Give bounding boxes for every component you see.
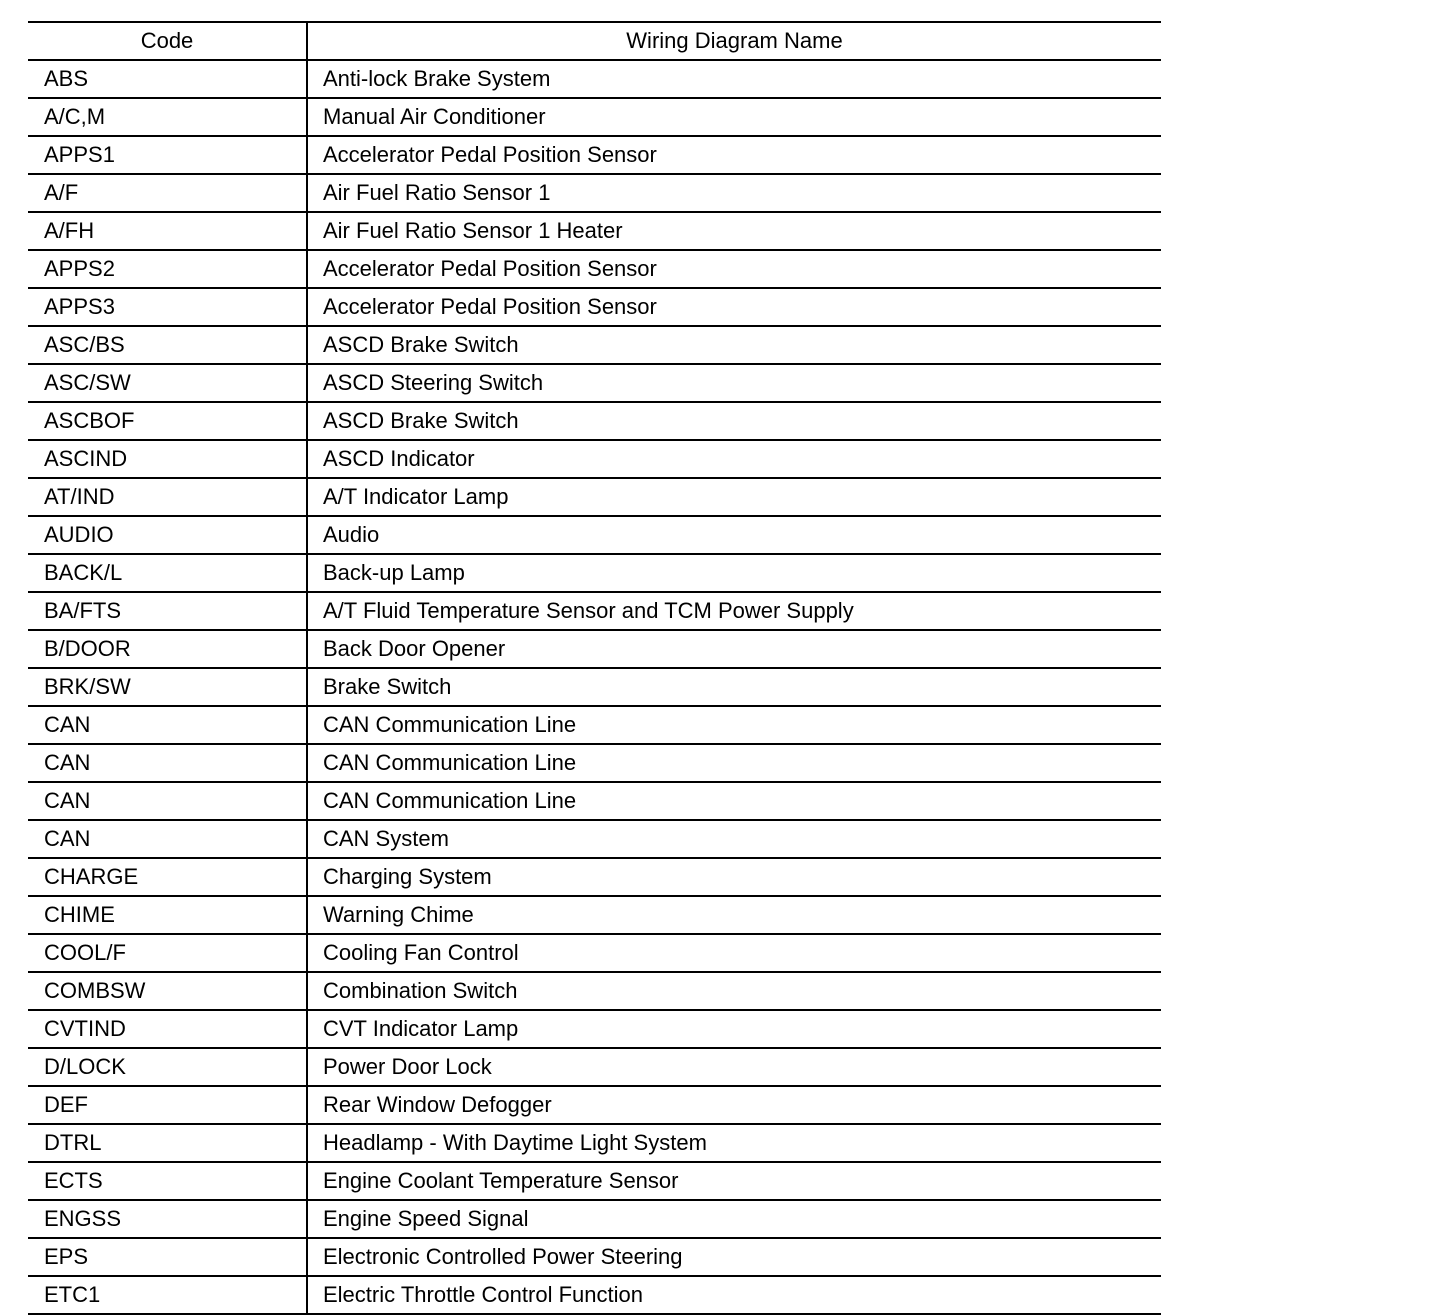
code-cell: APPS1 [28, 136, 307, 174]
wiring-diagram-name-cell: Audio [307, 516, 1161, 554]
wiring-diagram-name-cell: ASCD Indicator [307, 440, 1161, 478]
table-row [28, 1162, 1161, 1200]
wiring-diagram-name-cell: Manual Air Conditioner [307, 98, 1161, 136]
table-row [28, 1238, 1161, 1276]
code-cell: CAN [28, 744, 307, 782]
table-row [28, 630, 1161, 668]
wiring-diagram-name-cell: CAN Communication Line [307, 706, 1161, 744]
wiring-diagram-name-cell: Engine Coolant Temperature Sensor [307, 1162, 1161, 1200]
code-cell: A/FH [28, 212, 307, 250]
code-cell: CVTIND [28, 1010, 307, 1048]
table-row [28, 896, 1161, 934]
code-cell: AT/IND [28, 478, 307, 516]
code-cell: B/DOOR [28, 630, 307, 668]
code-column-header: Code [28, 22, 307, 60]
code-cell: EPS [28, 1238, 307, 1276]
table-row [28, 402, 1161, 440]
table-row [28, 1086, 1161, 1124]
code-cell: ABS [28, 60, 307, 98]
wiring-diagram-name-cell: Engine Speed Signal [307, 1200, 1161, 1238]
wiring-diagram-name-cell: Accelerator Pedal Position Sensor [307, 250, 1161, 288]
table-row [28, 1010, 1161, 1048]
wiring-diagram-name-cell: Accelerator Pedal Position Sensor [307, 136, 1161, 174]
table-row [28, 1276, 1161, 1314]
wiring-diagram-name-cell: Cooling Fan Control [307, 934, 1161, 972]
wiring-diagram-name-cell: ASCD Steering Switch [307, 364, 1161, 402]
table-row [28, 706, 1161, 744]
code-cell: BA/FTS [28, 592, 307, 630]
code-cell: DEF [28, 1086, 307, 1124]
table-row [28, 364, 1161, 402]
table-row [28, 174, 1161, 212]
wiring-diagram-name-cell: Electric Throttle Control Function [307, 1276, 1161, 1314]
table-body [28, 60, 1161, 1314]
code-cell: CHIME [28, 896, 307, 934]
table-row [28, 288, 1161, 326]
wiring-diagram-name-cell: Electronic Controlled Power Steering [307, 1238, 1161, 1276]
wiring-diagram-name-cell: ASCD Brake Switch [307, 326, 1161, 364]
code-cell: ENGSS [28, 1200, 307, 1238]
table-row [28, 1124, 1161, 1162]
table-row [28, 478, 1161, 516]
wiring-diagram-name-cell: Warning Chime [307, 896, 1161, 934]
code-cell: CAN [28, 706, 307, 744]
code-cell: ASC/BS [28, 326, 307, 364]
wiring-diagram-name-cell: Power Door Lock [307, 1048, 1161, 1086]
wiring-diagram-name-cell: Back Door Opener [307, 630, 1161, 668]
wiring-diagram-name-cell: A/T Fluid Temperature Sensor and TCM Power Supply [307, 592, 1161, 630]
wiring-diagram-name-cell: Back-up Lamp [307, 554, 1161, 592]
code-cell: ASCBOF [28, 402, 307, 440]
table-row [28, 1048, 1161, 1086]
code-cell: AUDIO [28, 516, 307, 554]
code-cell: COMBSW [28, 972, 307, 1010]
wiring-diagram-name-cell: Charging System [307, 858, 1161, 896]
wiring-diagram-name-cell: CAN Communication Line [307, 782, 1161, 820]
wiring-diagram-name-cell: CVT Indicator Lamp [307, 1010, 1161, 1048]
code-cell: CHARGE [28, 858, 307, 896]
code-cell: BRK/SW [28, 668, 307, 706]
code-cell: COOL/F [28, 934, 307, 972]
table-row [28, 136, 1161, 174]
table-row [28, 98, 1161, 136]
table-row [28, 440, 1161, 478]
code-cell: ETC1 [28, 1276, 307, 1314]
code-cell: DTRL [28, 1124, 307, 1162]
wiring-diagram-name-cell: Air Fuel Ratio Sensor 1 Heater [307, 212, 1161, 250]
wiring-diagram-name-cell: Headlamp - With Daytime Light System [307, 1124, 1161, 1162]
table-row [28, 60, 1161, 98]
wiring-diagram-name-cell: Accelerator Pedal Position Sensor [307, 288, 1161, 326]
table-header [28, 22, 1161, 60]
wiring-diagram-name-cell: Combination Switch [307, 972, 1161, 1010]
wiring-diagram-name-cell: Rear Window Defogger [307, 1086, 1161, 1124]
code-cell: A/C,M [28, 98, 307, 136]
wiring-diagram-name-cell: CAN System [307, 820, 1161, 858]
wiring-diagram-name-cell: Air Fuel Ratio Sensor 1 [307, 174, 1161, 212]
wiring-diagram-name-cell: CAN Communication Line [307, 744, 1161, 782]
code-cell: ASC/SW [28, 364, 307, 402]
table-row [28, 592, 1161, 630]
table-row [28, 212, 1161, 250]
header-row [28, 22, 1161, 60]
table-row [28, 668, 1161, 706]
wiring-diagram-name-cell: A/T Indicator Lamp [307, 478, 1161, 516]
table-row [28, 554, 1161, 592]
code-cell: ASCIND [28, 440, 307, 478]
code-cell: CAN [28, 782, 307, 820]
table-row [28, 744, 1161, 782]
table-row [28, 858, 1161, 896]
wiring-diagram-table [28, 21, 1161, 1315]
code-cell: A/F [28, 174, 307, 212]
table-row [28, 820, 1161, 858]
table-row [28, 934, 1161, 972]
table-row [28, 782, 1161, 820]
table-row [28, 972, 1161, 1010]
code-cell: APPS3 [28, 288, 307, 326]
table-row [28, 250, 1161, 288]
code-cell: APPS2 [28, 250, 307, 288]
code-cell: BACK/L [28, 554, 307, 592]
code-cell: CAN [28, 820, 307, 858]
code-cell: D/LOCK [28, 1048, 307, 1086]
wiring-diagram-name-cell: Brake Switch [307, 668, 1161, 706]
table-row [28, 1200, 1161, 1238]
table-row [28, 516, 1161, 554]
wiring-diagram-name-cell: ASCD Brake Switch [307, 402, 1161, 440]
table-row [28, 326, 1161, 364]
code-cell: ECTS [28, 1162, 307, 1200]
name-column-header: Wiring Diagram Name [307, 22, 1161, 60]
wiring-diagram-name-cell: Anti-lock Brake System [307, 60, 1161, 98]
